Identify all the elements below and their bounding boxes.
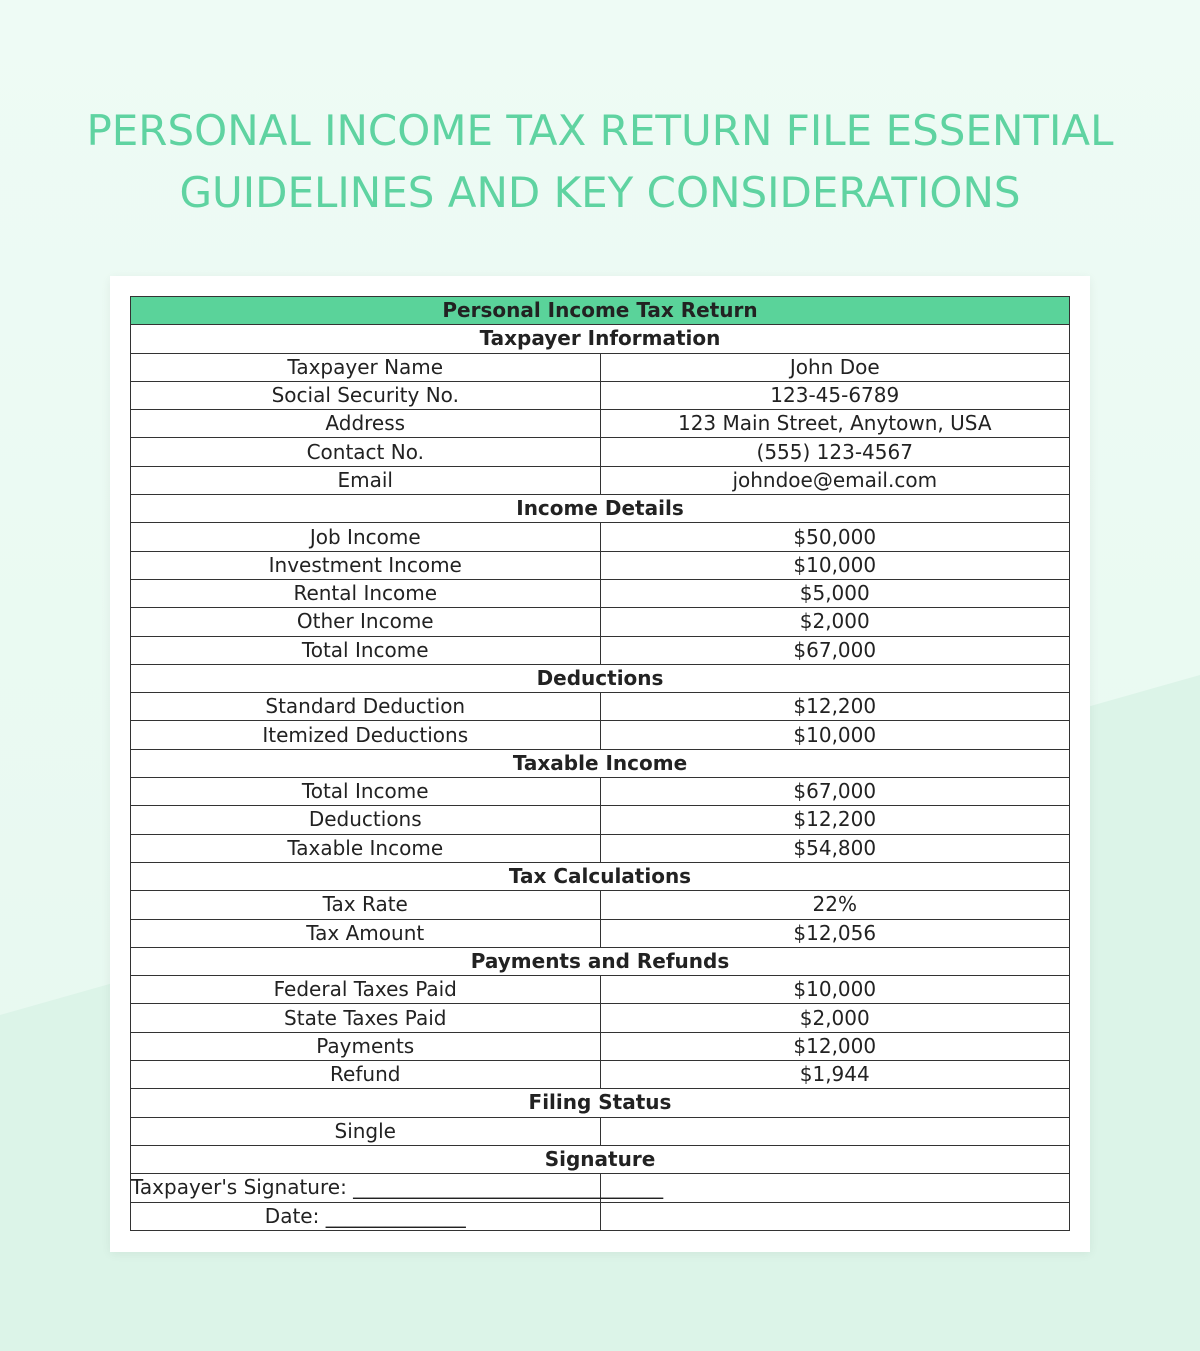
table-row xyxy=(131,410,1070,438)
row-label: Address xyxy=(131,410,601,438)
table-row xyxy=(131,919,1070,947)
section-heading-tax-calculations: Tax Calculations xyxy=(131,862,1070,890)
table-row xyxy=(131,636,1070,664)
table-row xyxy=(131,1004,1070,1032)
row-value: John Doe xyxy=(600,353,1070,381)
row-label: Deductions xyxy=(131,806,601,834)
section-row xyxy=(131,664,1070,692)
row-label: Federal Taxes Paid xyxy=(131,976,601,1004)
table-row xyxy=(131,523,1070,551)
section-heading-income-details: Income Details xyxy=(131,495,1070,523)
row-value: $12,200 xyxy=(600,806,1070,834)
row-value: $5,000 xyxy=(600,579,1070,607)
row-label: Tax Amount xyxy=(131,919,601,947)
row-value: $12,000 xyxy=(600,1032,1070,1060)
row-value: $50,000 xyxy=(600,523,1070,551)
date-line[interactable]: Date: ______________ xyxy=(131,1202,601,1230)
section-heading-taxpayer-information: Taxpayer Information xyxy=(131,325,1070,353)
section-heading-filing-status: Filing Status xyxy=(131,1089,1070,1117)
row-value-empty[interactable] xyxy=(600,1117,1070,1145)
table-row xyxy=(131,778,1070,806)
row-label: Single xyxy=(131,1117,601,1145)
page-title xyxy=(0,100,1200,224)
row-label: Email xyxy=(131,466,601,494)
table-row xyxy=(131,1032,1070,1060)
document-sheet xyxy=(110,276,1090,1252)
row-value: $12,200 xyxy=(600,693,1070,721)
table-row xyxy=(131,806,1070,834)
row-label: Taxable Income xyxy=(131,834,601,862)
row-value: $2,000 xyxy=(600,608,1070,636)
row-value: $67,000 xyxy=(600,778,1070,806)
table-row xyxy=(131,579,1070,607)
row-label: Tax Rate xyxy=(131,891,601,919)
section-heading-taxable-income: Taxable Income xyxy=(131,749,1070,777)
table-row xyxy=(131,1174,1070,1202)
row-label: Refund xyxy=(131,1061,601,1089)
row-value: 123 Main Street, Anytown, USA xyxy=(600,410,1070,438)
section-row xyxy=(131,947,1070,975)
tax-return-table xyxy=(130,296,1070,1231)
page-title-line-1: PERSONAL INCOME TAX RETURN FILE ESSENTIAL xyxy=(86,106,1114,155)
table-row xyxy=(131,551,1070,579)
row-value-empty[interactable] xyxy=(600,1174,1070,1202)
row-label: Total Income xyxy=(131,778,601,806)
row-value: $2,000 xyxy=(600,1004,1070,1032)
row-label: Job Income xyxy=(131,523,601,551)
section-row xyxy=(131,1089,1070,1117)
row-value: $1,944 xyxy=(600,1061,1070,1089)
row-label: Total Income xyxy=(131,636,601,664)
table-row xyxy=(131,353,1070,381)
table-row xyxy=(131,1061,1070,1089)
section-row xyxy=(131,749,1070,777)
table-row xyxy=(131,976,1070,1004)
row-label: Social Security No. xyxy=(131,381,601,409)
table-row xyxy=(131,438,1070,466)
row-label: Contact No. xyxy=(131,438,601,466)
row-value: 123-45-6789 xyxy=(600,381,1070,409)
table-row xyxy=(131,466,1070,494)
main-header-row xyxy=(131,297,1070,325)
row-value: 22% xyxy=(600,891,1070,919)
row-label: Itemized Deductions xyxy=(131,721,601,749)
row-value: johndoe@email.com xyxy=(600,466,1070,494)
section-row xyxy=(131,1145,1070,1173)
table-row xyxy=(131,381,1070,409)
section-row xyxy=(131,862,1070,890)
section-row xyxy=(131,495,1070,523)
row-value: (555) 123-4567 xyxy=(600,438,1070,466)
row-value: $10,000 xyxy=(600,976,1070,1004)
row-value: $10,000 xyxy=(600,551,1070,579)
row-value: $10,000 xyxy=(600,721,1070,749)
signature-line[interactable]: Taxpayer's Signature: _______________________________ xyxy=(131,1174,601,1202)
table-row xyxy=(131,693,1070,721)
table-row xyxy=(131,834,1070,862)
section-row xyxy=(131,325,1070,353)
row-label: State Taxes Paid xyxy=(131,1004,601,1032)
row-label: Investment Income xyxy=(131,551,601,579)
row-value-empty[interactable] xyxy=(600,1202,1070,1230)
table-row xyxy=(131,721,1070,749)
section-heading-signature: Signature xyxy=(131,1145,1070,1173)
main-header: Personal Income Tax Return xyxy=(131,297,1070,325)
row-value: $54,800 xyxy=(600,834,1070,862)
row-value: $67,000 xyxy=(600,636,1070,664)
row-label: Standard Deduction xyxy=(131,693,601,721)
table-row xyxy=(131,1202,1070,1230)
table-row xyxy=(131,891,1070,919)
table-row xyxy=(131,608,1070,636)
row-label: Other Income xyxy=(131,608,601,636)
row-value: $12,056 xyxy=(600,919,1070,947)
row-label: Rental Income xyxy=(131,579,601,607)
page-title-line-2: GUIDELINES AND KEY CONSIDERATIONS xyxy=(179,168,1021,217)
row-label: Payments xyxy=(131,1032,601,1060)
section-heading-deductions: Deductions xyxy=(131,664,1070,692)
row-label: Taxpayer Name xyxy=(131,353,601,381)
section-heading-payments-and-refunds: Payments and Refunds xyxy=(131,947,1070,975)
table-row xyxy=(131,1117,1070,1145)
